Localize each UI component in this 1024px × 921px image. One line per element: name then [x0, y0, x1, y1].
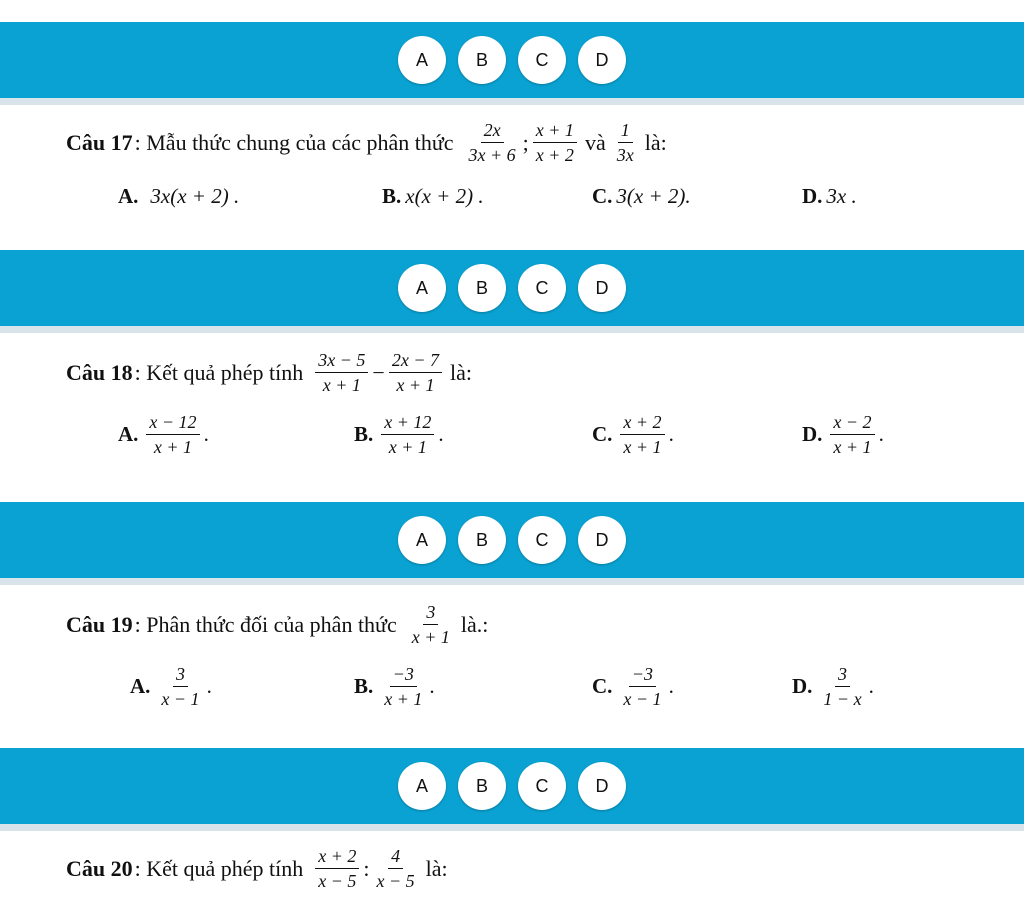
fraction: $\frac{x + 1}{x + 2}$	[533, 120, 577, 165]
option-a: A. 3x(x + 2) .	[118, 184, 240, 208]
fraction: $\frac{3x - 5}{x + 1}$	[315, 350, 368, 395]
answer-choices	[0, 250, 1024, 326]
choice-c-button[interactable]: C	[518, 36, 566, 84]
fraction: $\frac{1}{3x}$	[616, 120, 634, 165]
option-c: C. $\frac{-3}{x - 1}$ .	[592, 664, 674, 709]
question-label: Câu 19	[66, 611, 133, 637]
choice-c-button[interactable]: C	[518, 516, 566, 564]
option-d: D. $\frac{3}{1 - x}$ .	[792, 664, 874, 709]
question-label: Câu 20	[66, 855, 133, 881]
choice-d-button[interactable]: D	[578, 762, 626, 810]
answer-choices	[0, 748, 1024, 824]
option-b: B. $\frac{-3}{x + 1}$ .	[354, 664, 435, 709]
choice-a-button[interactable]: A	[398, 36, 446, 84]
choice-d-button[interactable]: D	[578, 516, 626, 564]
fraction: $\frac{3}{x + 1}$	[411, 602, 450, 647]
choice-b-button[interactable]: B	[458, 264, 506, 312]
option-c: C. $\frac{x + 2}{x + 1}$ .	[592, 412, 674, 457]
question-label: Câu 18	[66, 359, 133, 385]
option-d: D. 3x .	[802, 184, 857, 208]
question-17: Câu 17 : Mẫu thức chung của các phân thức $\frac{2x}{3x + 6}$ ; $\frac{x + 1}{x + 2}$ và $\frac{1}{3x}$ là:	[66, 120, 667, 165]
question-text: : Kết quả phép tính	[134, 855, 304, 881]
fraction: $\frac{2x - 7}{x + 1}$	[389, 350, 442, 395]
option-d: D. $\frac{x - 2}{x + 1}$ .	[802, 412, 884, 457]
choice-a-button[interactable]: A	[398, 516, 446, 564]
option-a: A. $\frac{3}{x - 1}$ .	[130, 664, 212, 709]
choice-d-button[interactable]: D	[578, 264, 626, 312]
fraction: $\frac{2x}{3x + 6}$	[468, 120, 516, 165]
fraction: $\frac{x + 2}{x - 5}$	[315, 846, 359, 891]
answer-bar-2	[0, 250, 1024, 333]
answer-bar-4	[0, 748, 1024, 831]
question-20: Câu 20 : Kết quả phép tính $\frac{x + 2}{x - 5}$ : $\frac{4}{x - 5}$ là:	[66, 846, 448, 891]
option-a: A. $\frac{x - 12}{x + 1}$ .	[118, 412, 209, 457]
choice-b-button[interactable]: B	[458, 36, 506, 84]
question-text: : Mẫu thức chung của các phân thức	[134, 129, 454, 155]
answer-bar-1	[0, 22, 1024, 105]
choice-a-button[interactable]: A	[398, 762, 446, 810]
answer-choices	[0, 22, 1024, 98]
choice-c-button[interactable]: C	[518, 762, 566, 810]
choice-b-button[interactable]: B	[458, 762, 506, 810]
option-c: C. 3(x + 2).	[592, 184, 691, 208]
answer-choices	[0, 502, 1024, 578]
fraction: $\frac{4}{x - 5}$	[376, 846, 415, 891]
choice-c-button[interactable]: C	[518, 264, 566, 312]
question-text: : Phân thức đối của phân thức	[134, 611, 397, 637]
option-b: B. $\frac{x + 12}{x + 1}$ .	[354, 412, 444, 457]
choice-b-button[interactable]: B	[458, 516, 506, 564]
question-18: Câu 18 : Kết quả phép tính $\frac{3x - 5}{x + 1}$ − $\frac{2x - 7}{x + 1}$ là:	[66, 350, 472, 395]
option-b: B. x(x + 2) .	[382, 184, 484, 208]
answer-bar-3	[0, 502, 1024, 585]
question-text: : Kết quả phép tính	[134, 359, 304, 385]
question-label: Câu 17	[66, 129, 133, 155]
question-19: Câu 19 : Phân thức đối của phân thức $\frac{3}{x + 1}$ là.:	[66, 602, 489, 647]
choice-a-button[interactable]: A	[398, 264, 446, 312]
choice-d-button[interactable]: D	[578, 36, 626, 84]
